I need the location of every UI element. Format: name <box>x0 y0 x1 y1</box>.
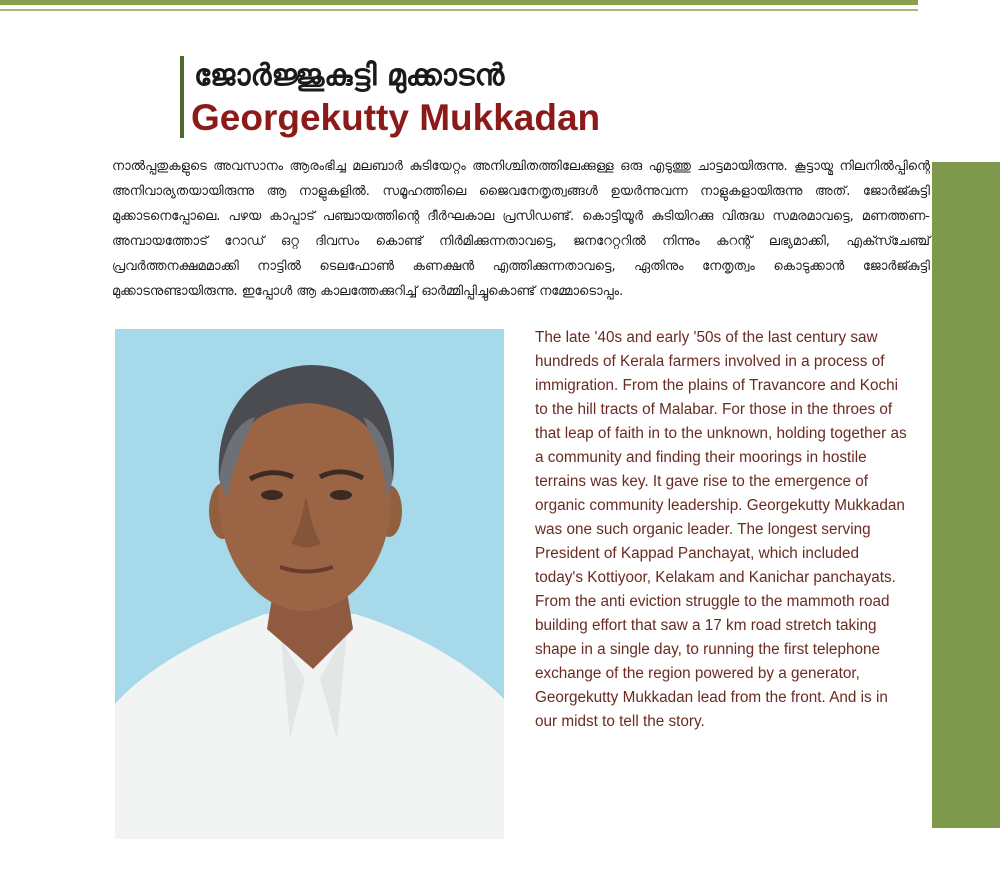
portrait-photo <box>115 329 504 839</box>
title-accent-bar <box>180 56 184 138</box>
portrait-illustration <box>115 329 504 839</box>
bio-english-paragraph: The late '40s and early '50s of the last century saw hundreds of Kerala farmers involved in a process of immigration. From the plains of Travancore and Kochi to the hill tracts of Malabar. For those in the throes of that leap of faith in to the unknown, holding together as a community and finding their moorings in hostile terrains was key. It gave rise to the emergence of organic community leadership. Georgekutty Mukkadan was one such organic leader. The longest serving President of Kappad Panchayat, which included today's Kottiyoor, Kelakam and Kanichar panchayats. From the anti eviction struggle to the mammoth road building effort that saw a 17 km road stretch taking shape in a single day, to running the first telephone exchange of the region powered by a generator, Georgekutty Mukkadan lead from the front. And is in our midst to tell the story. <box>535 329 907 730</box>
title-malayalam: ജോർജ്ജുകുട്ടി മുക്കാടൻ <box>194 58 505 93</box>
intro-malayalam-paragraph: നാൽപ്പതുകളുടെ അവസാനം ആരംഭിച്ച മലബാർ കുടിയേറ്റം അനിശ്ചിതത്തിലേക്കുള്ള ഒരു എടുത്തു ചാട്ടമായിരുന്നു. കൂട്ടായ്മ നിലനിൽപ്പിന്റെ അനിവാര്യതയായിരുന്നു ആ നാളുകളിൽ. സമൂഹത്തിലെ ജൈവനേതൃത്വങ്ങൾ ഉയർന്നുവന്ന നാളുകളായിരുന്നു അത്. ജോർജ്കുട്ടി മുക്കാടനെപ്പോലെ. പഴയ കാപ്പാട് പഞ്ചായത്തിന്റെ ദീർഘകാല പ്രസിഡണ്ട്. കൊട്ടിയൂർ കുടിയിറക്കു വിരുദ്ധ സമരമാവട്ടെ, മണത്തണ- അമ്പായത്തോട് റോഡ് ഒറ്റ ദിവസം കൊണ്ട് നിർമിക്കുന്നതാവട്ടെ, ജനറേറ്ററിൽ നിന്നും കറന്റ് ലഭ്യമാക്കി, എക്സ്ചേഞ്ച് പ്രവർത്തനക്ഷമമാക്കി നാട്ടിൽ ടെലഫോൺ കണക്ഷൻ എത്തിക്കുന്നതാവട്ടെ, ഏതിനും നേതൃത്വം കൊടുക്കാൻ ജോർജ്കുട്ടി മുക്കാടനുണ്ടായിരുന്നു. ഇപ്പോൾ ആ കാലത്തേക്കുറിച്ച് ഓർമ്മിപ്പിച്ചുകൊണ്ട് നമ്മോടൊപ്പം. <box>112 159 930 299</box>
top-rule-thin <box>0 9 918 11</box>
top-rule <box>0 0 918 5</box>
title-english: Georgekutty Mukkadan <box>191 97 601 138</box>
side-accent-bar <box>932 162 1000 828</box>
